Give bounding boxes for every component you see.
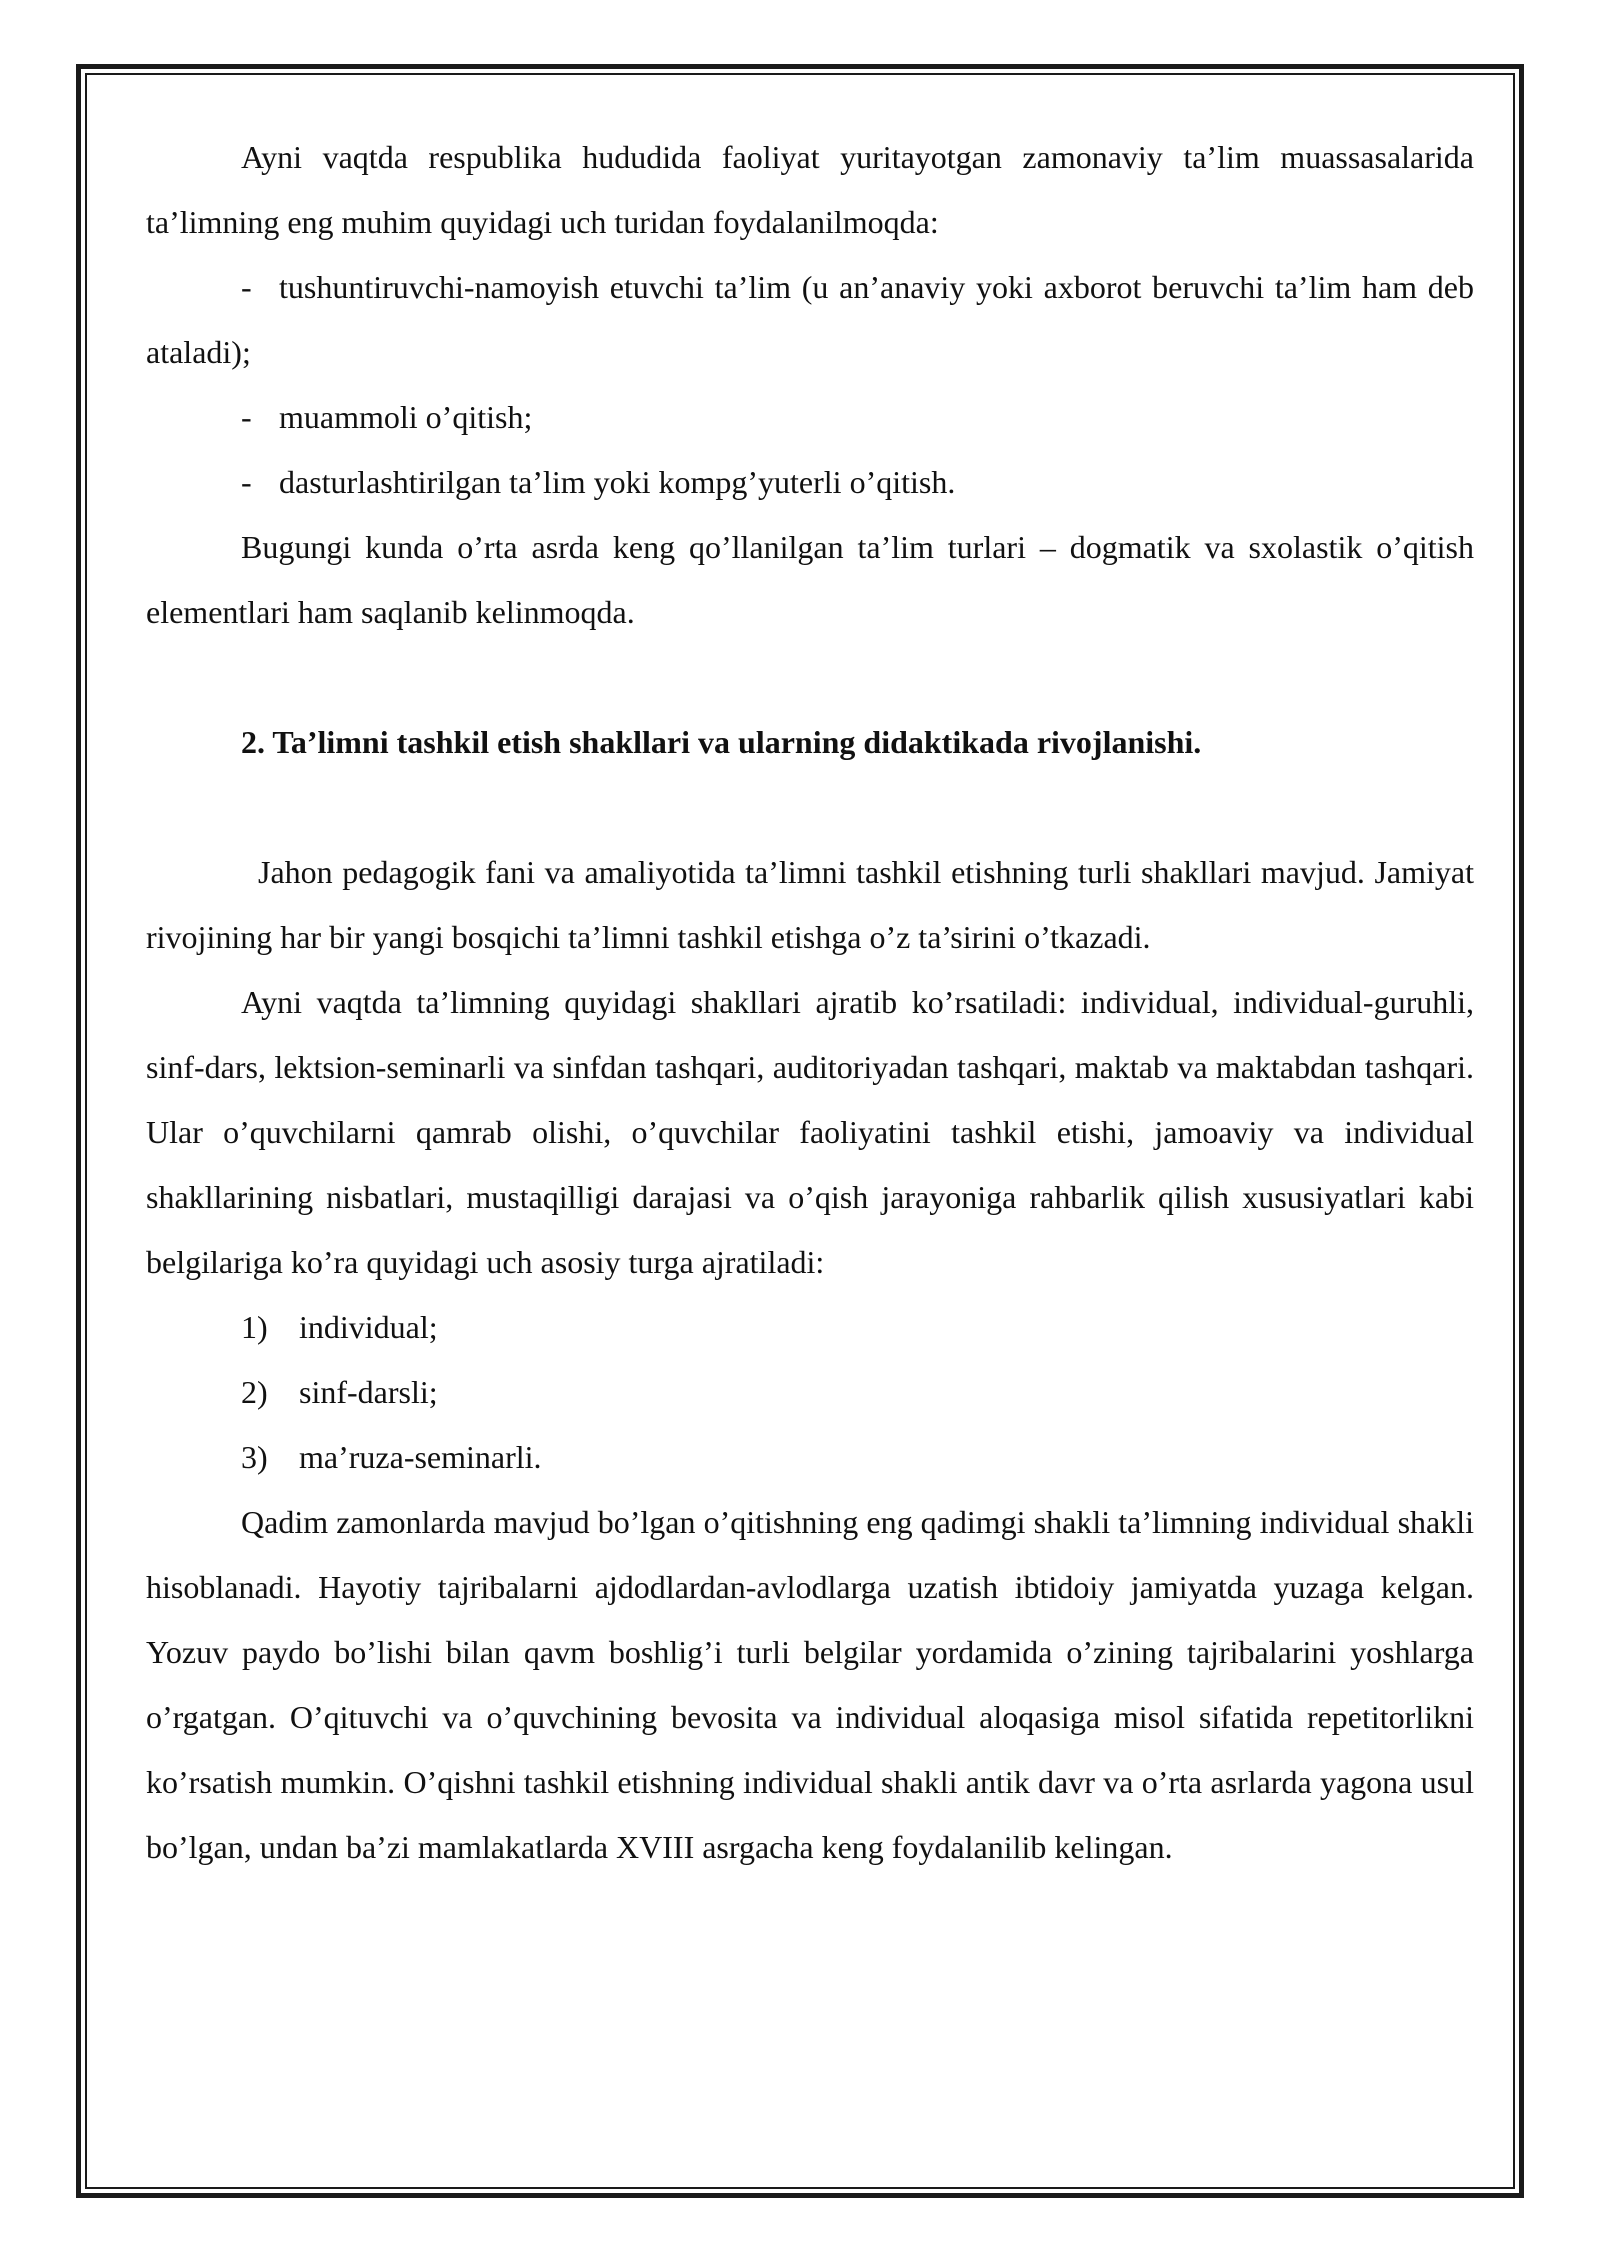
- paragraph-world-pedagogy: Jahon pedagogik fani va amaliyotida ta’limni tashkil etishning turli shakllari mavjud. Jamiyat rivojining har bir yangi bosqichi ta’limni tashkil etishga o’z ta’sirini o’tkazadi.: [146, 854, 1474, 955]
- numbered-list: [146, 1295, 1474, 1490]
- dash-list-item-text: tushuntiruvchi-namoyish etuvchi ta’lim (u an’anaviy yoki axborot beruvchi ta’lim ham deb ataladi);: [146, 269, 1474, 370]
- dash-marker: -: [241, 464, 252, 500]
- list-number: 3): [241, 1439, 268, 1475]
- paragraph-modern-types: Bugungi kunda o’rta asrda keng qo’llanilgan ta’lim turlari – dogmatik va sxolastik o’qitish elementlari ham saqlanib kelinmoqda.: [146, 529, 1474, 630]
- dash-list-item-text: dasturlashtirilgan ta’lim yoki kompg’yuterli o’qitish.: [279, 464, 956, 500]
- numbered-list-item: [146, 1360, 1474, 1425]
- list-number: 1): [241, 1309, 268, 1345]
- dash-list-item: [146, 450, 1474, 515]
- dash-list-item-text: muammoli o’qitish;: [279, 399, 533, 435]
- dash-marker: -: [241, 269, 252, 305]
- list-number: 2): [241, 1374, 268, 1410]
- section-heading: 2. Ta’limni tashkil etish shakllari va ularning didaktikada rivojlanishi.: [241, 724, 1202, 760]
- dash-marker: -: [241, 399, 252, 435]
- dash-list-item: [146, 255, 1474, 385]
- numbered-list-item-text: individual;: [299, 1309, 438, 1345]
- numbered-list-item: [146, 1425, 1474, 1490]
- document-body: [146, 125, 1474, 1880]
- paragraph-forms: Ayni vaqtda ta’limning quyidagi shakllari ajratib ko’rsatiladi: individual, individual-guruhli, sinf-dars, lektsion-seminarli va sinfdan tashqari, auditoriyadan tashqari, maktab va maktabdan tashqari. Ular o’quvchilarni qamrab olishi, o’quvchilar faoliyatini tashkil etishi, jamoaviy va individual shakllarining nisbatlari, mustaqilligi darajasi va o’qish jarayoniga rahbarlik qilish xususiyatlari kabi belgilariga ko’ra quyidagi uch asosiy turga ajratiladi:: [146, 984, 1474, 1280]
- dash-list-item: [146, 385, 1474, 450]
- numbered-list-item-text: ma’ruza-seminarli.: [299, 1439, 542, 1475]
- dash-list: [146, 255, 1474, 515]
- paragraph-intro: Ayni vaqtda respublika hududida faoliyat yuritayotgan zamonaviy ta’lim muassasalarida ta’limning eng muhim quyidagi uch turidan foydalanilmoqda:: [146, 139, 1474, 240]
- numbered-list-item: [146, 1295, 1474, 1360]
- paragraph-ancient-form: Qadim zamonlarda mavjud bo’lgan o’qitishning eng qadimgi shakli ta’limning individual shakli hisoblanadi. Hayotiy tajribalarni ajdodlardan-avlodlarga uzatish ibtidoiy jamiyatda yuzaga kelgan. Yozuv paydo bo’lishi bilan qavm boshlig’i turli belgilar yordamida o’zining tajribalarini yoshlarga o’rgatgan. O’qituvchi va o’quvchining bevosita va individual aloqasiga misol sifatida repetitorlikni ko’rsatish mumkin. O’qishni tashkil etishning individual shakli antik davr va o’rta asrlarda yagona usul bo’lgan, undan ba’zi mamlakatlarda XVIII asrgacha keng foydalanilib kelingan.: [146, 1504, 1474, 1865]
- numbered-list-item-text: sinf-darsli;: [299, 1374, 438, 1410]
